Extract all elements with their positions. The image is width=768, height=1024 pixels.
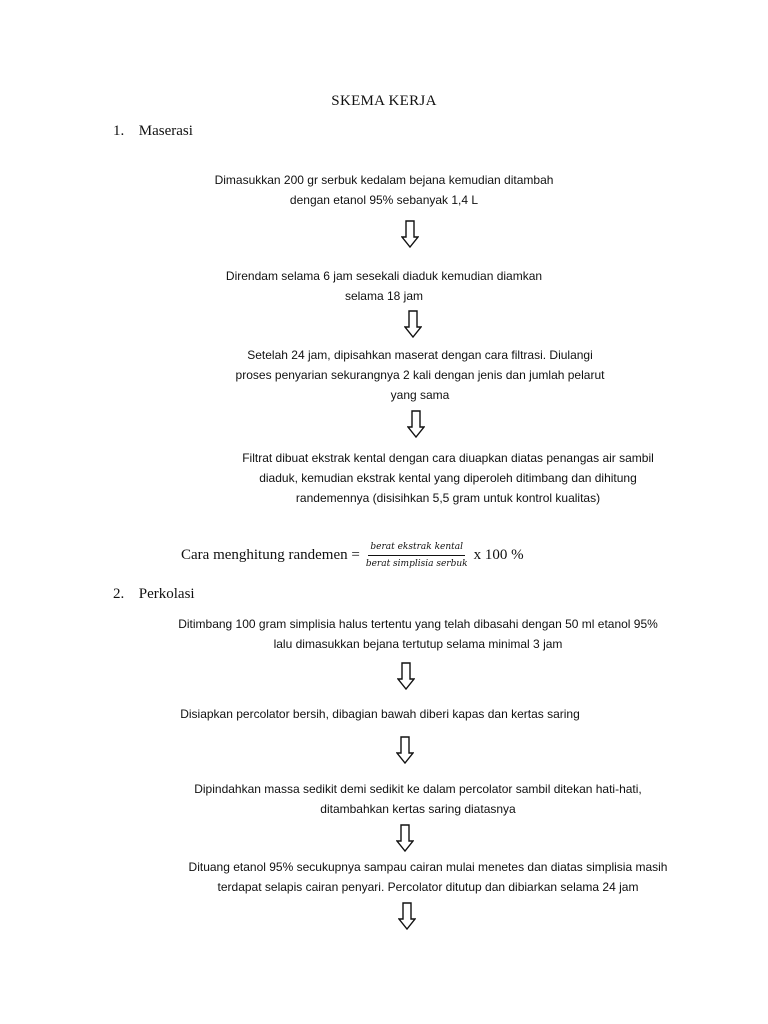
formula-suffix: x 100 % <box>473 547 524 563</box>
section-maserasi-heading <box>113 123 193 140</box>
randemen-formula <box>181 541 524 570</box>
maserasi-step-3 <box>168 345 672 405</box>
formula-numerator: berat ekstrak kental <box>368 541 465 556</box>
down-arrow-icon <box>396 736 414 764</box>
section-perkolasi-heading <box>113 586 195 603</box>
step-line: Dipindahkan massa sedikit demi sedikit ke dalam percolator sambil ditekan hati-hati, <box>194 782 642 796</box>
down-arrow-icon <box>396 824 414 852</box>
perkolasi-step-2 <box>138 704 622 724</box>
step-line: ditambahkan kertas saring diatasnya <box>320 802 516 816</box>
page-title: SKEMA KERJA <box>331 93 437 109</box>
maserasi-step-1 <box>168 170 600 210</box>
perkolasi-step-1 <box>138 614 698 654</box>
step-line: dengan etanol 95% sebanyak 1,4 L <box>289 193 479 207</box>
down-arrow-icon <box>397 662 415 690</box>
step-line: Setelah 24 jam, dipisahkan maserat dengan cara filtrasi. Diulangi <box>247 348 593 362</box>
step-line: randemennya (disisihkan 5,5 gram untuk kontrol kualitas) <box>295 491 601 505</box>
down-arrow-icon <box>404 310 422 338</box>
formula-denominator: berat simplisia serbuk <box>365 559 468 569</box>
section-name: Perkolasi <box>138 586 195 602</box>
section-number: 2. <box>113 586 125 602</box>
step-line: yang sama <box>390 388 450 402</box>
step-line: Dimasukkan 200 gr serbuk kedalam bejana kemudian ditambah <box>214 173 554 187</box>
step-line: Filtrat dibuat ekstrak kental dengan cara diuapkan diatas penangas air sambil <box>242 451 654 465</box>
down-arrow-icon <box>398 902 416 930</box>
maserasi-step-2 <box>168 266 600 306</box>
step-line: Dituang etanol 95% secukupnya sampau cairan mulai menetes dan diatas simplisia masih <box>188 860 668 874</box>
step-line: Direndam selama 6 jam sesekali diaduk kemudian diamkan <box>225 269 543 283</box>
formula-fraction <box>364 541 470 570</box>
maserasi-step-4 <box>216 448 680 508</box>
perkolasi-step-4 <box>158 857 698 897</box>
down-arrow-icon <box>401 220 419 248</box>
section-name: Maserasi <box>138 123 193 139</box>
formula-prefix: Cara menghitung randemen = <box>181 547 360 563</box>
step-line: terdapat selapis cairan penyari. Percolator ditutup dan dibiarkan selama 24 jam <box>217 880 639 894</box>
step-line: selama 18 jam <box>344 289 424 303</box>
step-line: proses penyarian sekurangnya 2 kali dengan jenis dan jumlah pelarut <box>235 368 605 382</box>
down-arrow-icon <box>407 410 425 438</box>
step-line: Ditimbang 100 gram simplisia halus tertentu yang telah dibasahi dengan 50 ml etanol 95% <box>178 617 658 631</box>
step-line: lalu dimasukkan bejana tertutup selama minimal 3 jam <box>273 637 563 651</box>
perkolasi-step-3 <box>148 779 688 819</box>
step-line: diaduk, kemudian ekstrak kental yang diperoleh ditimbang dan dihitung <box>259 471 637 485</box>
section-number: 1. <box>113 123 125 139</box>
step-line: Disiapkan percolator bersih, dibagian bawah diberi kapas dan kertas saring <box>180 707 580 721</box>
